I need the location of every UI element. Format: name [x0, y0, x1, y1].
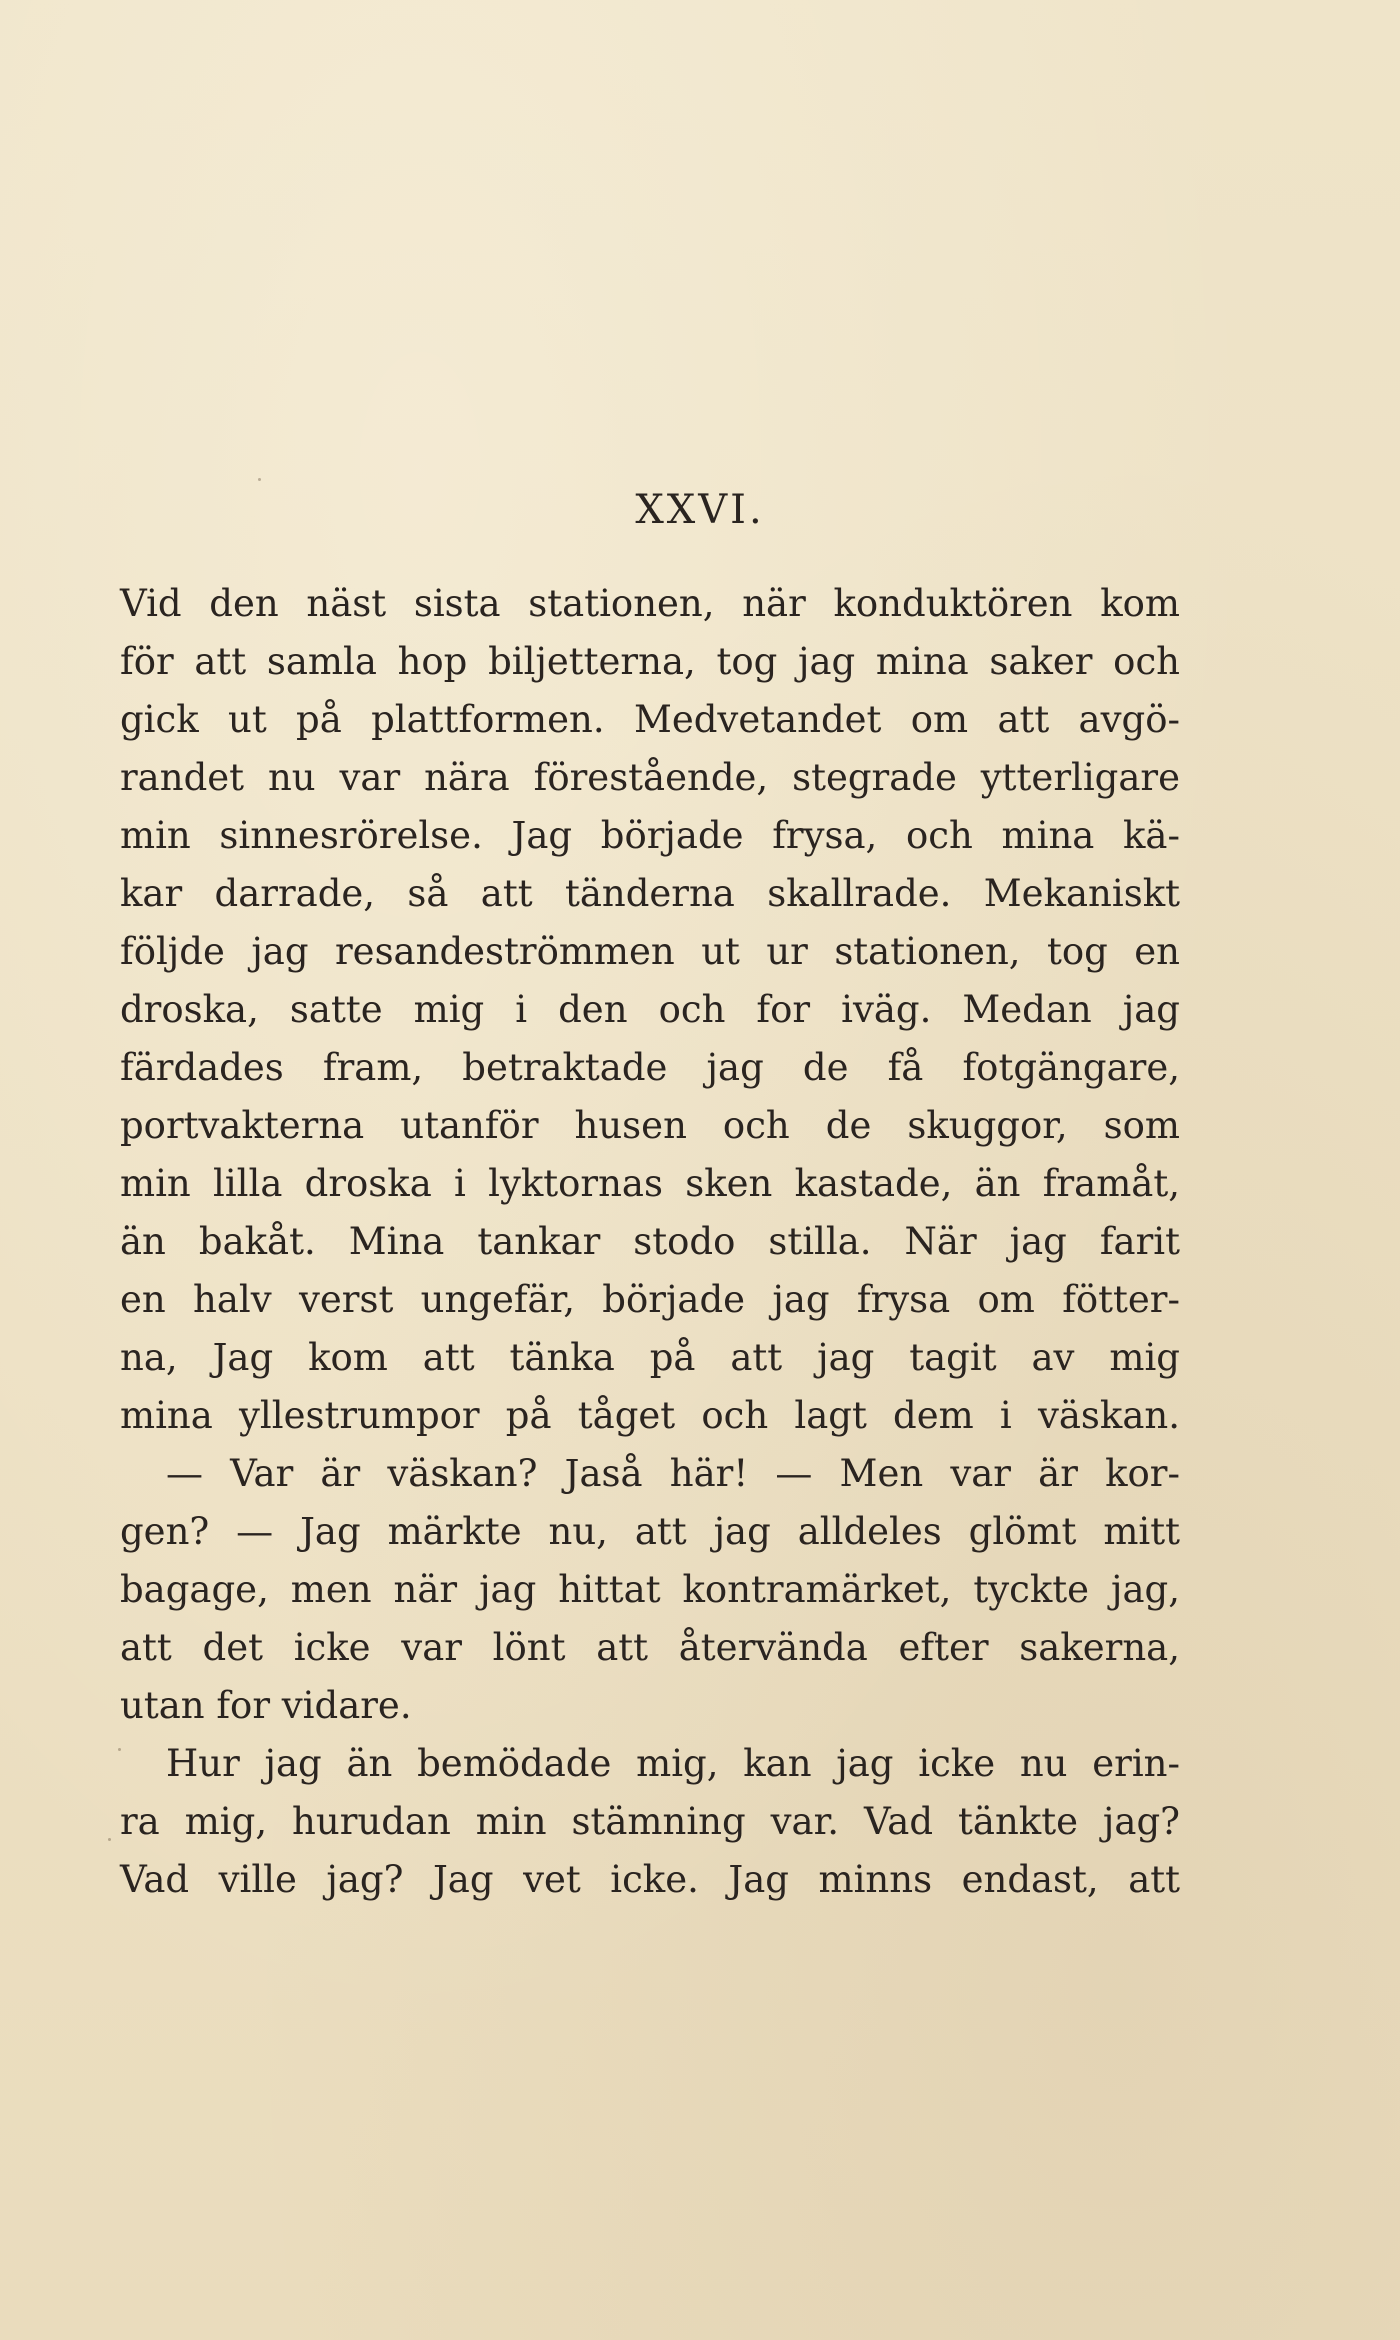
- text-line: färdades fram, betraktade jag de få fotgängare,: [120, 1046, 1180, 1089]
- paragraph: [120, 1735, 1180, 1909]
- text-line: Hur jag än bemödade mig, kan jag icke nu erin-: [166, 1742, 1180, 1785]
- chapter-heading: XXVI.: [635, 487, 765, 533]
- text-line: bagage, men när jag hittat kontramärket, tyckte jag,: [120, 1568, 1180, 1611]
- text-line: — Var är väskan? Jaså här! — Men var är kor-: [166, 1452, 1180, 1495]
- text-line: randet nu var nära förestående, stegrade ytterligare: [120, 756, 1180, 799]
- text-line: att det icke var lönt att återvända efter sakerna,: [120, 1626, 1180, 1669]
- text-line: Vad ville jag? Jag vet icke. Jag minns endast, att: [120, 1858, 1180, 1901]
- text-line: droska, satte mig i den och for iväg. Medan jag: [120, 988, 1180, 1031]
- text-line: en halv verst ungefär, började jag frysa om fötter-: [120, 1278, 1180, 1321]
- text-line: för att samla hop biljetterna, tog jag mina saker och: [120, 640, 1180, 683]
- text-line: utan for vidare.: [120, 1684, 412, 1727]
- text-line: Vid den näst sista stationen, när konduktören kom: [120, 582, 1180, 625]
- text-line: mina yllestrumpor på tåget och lagt dem i väskan.: [120, 1394, 1180, 1437]
- text-line: än bakåt. Mina tankar stodo stilla. När jag farit: [120, 1220, 1180, 1263]
- text-line: min sinnesrörelse. Jag började frysa, och mina kä-: [120, 814, 1180, 857]
- text-line: min lilla droska i lyktornas sken kastade, än framåt,: [120, 1162, 1180, 1205]
- paper-speck: [108, 1838, 111, 1841]
- text-line: portvakterna utanför husen och de skuggor, som: [120, 1104, 1180, 1147]
- paragraph: [120, 1445, 1180, 1735]
- text-line: gen? — Jag märkte nu, att jag alldeles glömt mitt: [120, 1510, 1180, 1553]
- paper-speck: [258, 478, 261, 481]
- text-line: följde jag resandeströmmen ut ur stationen, tog en: [120, 930, 1180, 973]
- body-text: [120, 575, 1180, 1909]
- text-line: kar darrade, så att tänderna skallrade. Mekaniskt: [120, 872, 1180, 915]
- paragraph: [120, 575, 1180, 1445]
- text-line: gick ut på plattformen. Medvetandet om att avgö-: [120, 698, 1180, 741]
- text-line: na, Jag kom att tänka på att jag tagit av mig: [120, 1336, 1180, 1379]
- text-line: ra mig, hurudan min stämning var. Vad tänkte jag?: [120, 1800, 1180, 1843]
